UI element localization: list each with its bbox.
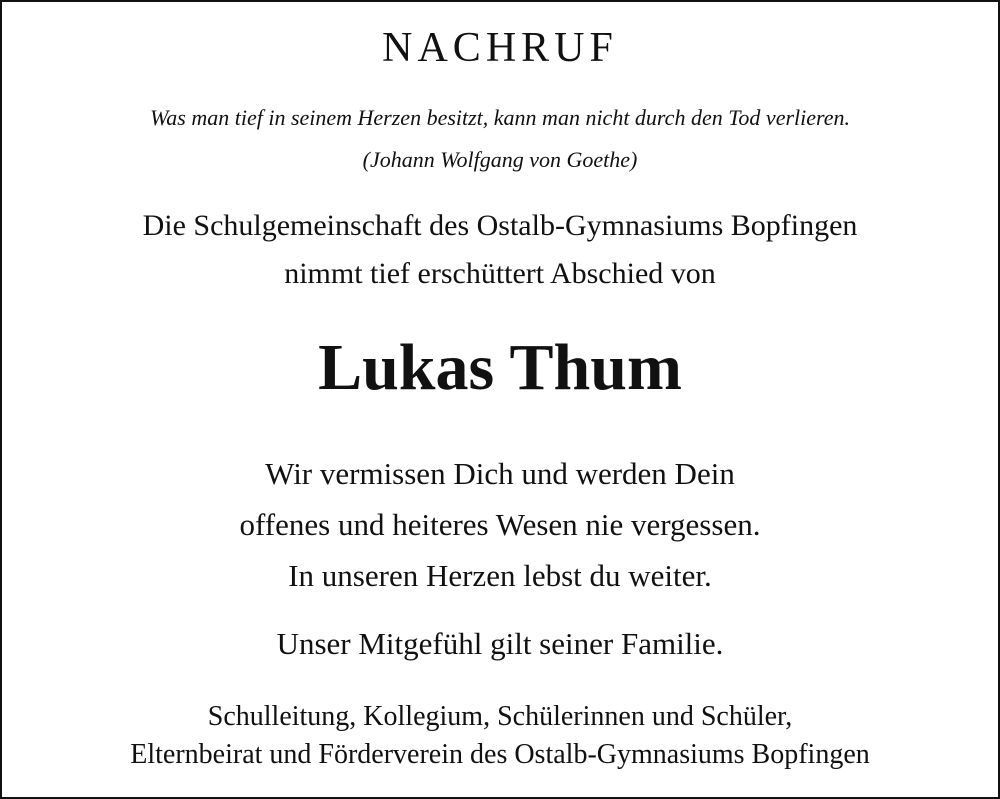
- signature-line-1: Schulleitung, Kollegium, Schülerinnen und Schüler,: [207, 701, 793, 732]
- message-line-1: Wir vermissen Dich und werden Dein: [265, 456, 735, 491]
- message-line-2: offenes und heiteres Wesen nie vergessen.: [239, 507, 761, 542]
- deceased-name: Lukas Thum: [318, 331, 682, 404]
- intro-line-2: nimmt tief erschüttert Abschied von: [284, 257, 716, 290]
- intro-line-1: Die Schulgemeinschaft des Ostalb-Gymnasiums Bopfingen: [142, 209, 858, 242]
- quote-text: Was man tief in seinem Herzen besitzt, kann man nicht durch den Tod verlieren.: [149, 105, 851, 130]
- message-line-3: In unseren Herzen lebst du weiter.: [288, 558, 712, 593]
- quote-author: (Johann Wolfgang von Goethe): [362, 147, 638, 172]
- notice-heading: NACHRUF: [382, 25, 618, 71]
- signature-line-2: Elternbeirat und Förderverein des Ostalb-Gymnasiums Bopfingen: [130, 739, 870, 770]
- condolence-text: Unser Mitgefühl gilt seiner Familie.: [276, 626, 724, 661]
